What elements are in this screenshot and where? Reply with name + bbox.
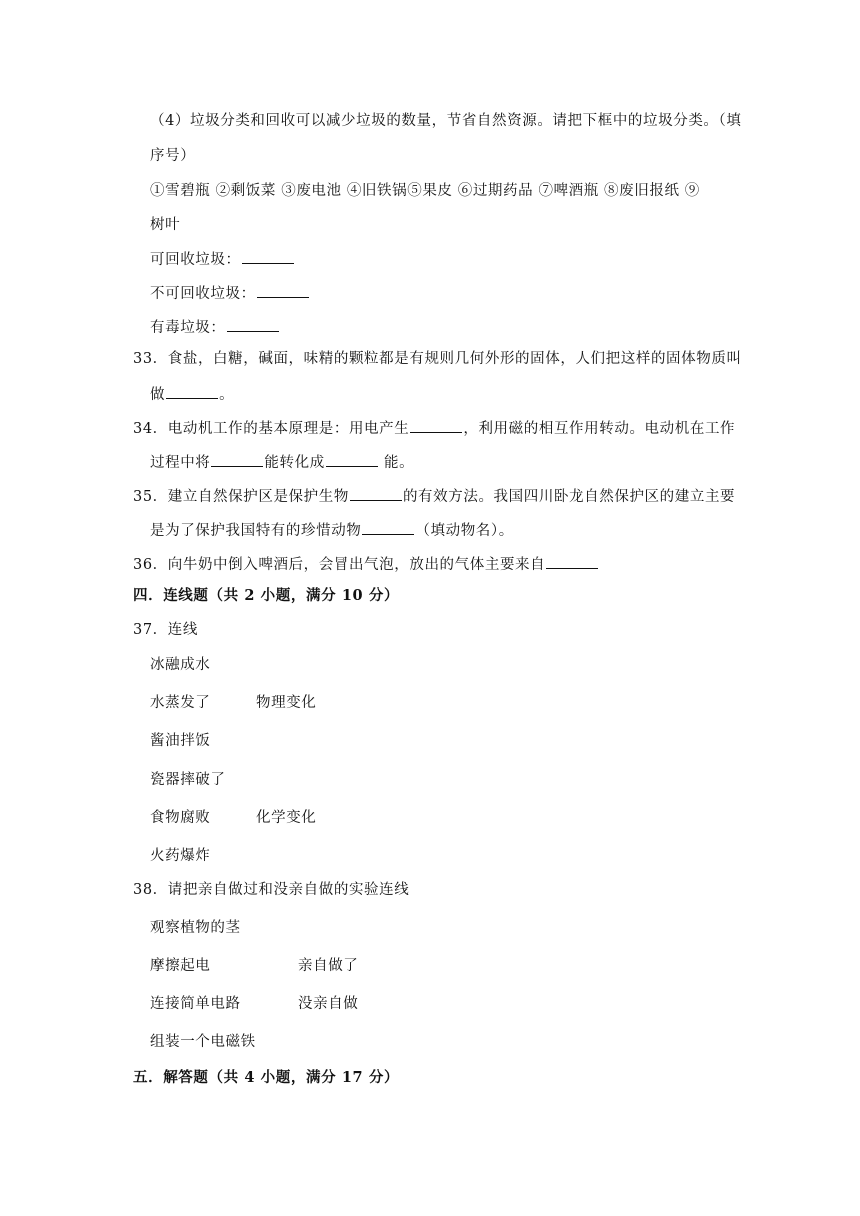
q35-answer-blank-2[interactable]: [362, 519, 414, 535]
q37-item-5[interactable]: 食物腐败: [150, 810, 211, 826]
q37-category-physical[interactable]: 物理变化: [256, 695, 317, 711]
q34-text-e: 能。: [378, 455, 415, 471]
section-5-heading: 五．解答题（共 4 小题，满分 17 分）: [133, 1069, 400, 1086]
q34-answer-blank-3[interactable]: [326, 451, 378, 467]
q36-answer-blank[interactable]: [546, 553, 598, 569]
q38-item-4[interactable]: 组装一个电磁铁: [150, 1034, 256, 1050]
recyclable-answer-blank[interactable]: [242, 248, 294, 264]
q37-row-5: [150, 808, 316, 828]
q34-text-d: 能转化成: [264, 455, 325, 471]
q38-row-2: [150, 956, 358, 976]
q37-item-6[interactable]: 火药爆炸: [150, 848, 211, 864]
q37-item-3[interactable]: 酱油拌饭: [150, 733, 211, 749]
q35-text-d: （填动物名）。: [415, 523, 514, 539]
q37-row-1: [150, 655, 210, 675]
q38-row-3: [150, 994, 358, 1014]
q4-items-line-2: 树叶: [150, 217, 181, 233]
q33-text-b: 。: [219, 387, 235, 403]
q38-item-1[interactable]: 观察植物的茎: [150, 920, 241, 936]
q38-category-not-done[interactable]: 没亲自做: [298, 996, 359, 1012]
q37-item-1[interactable]: 冰融成水: [150, 657, 211, 673]
q33-text-a: 做: [150, 387, 166, 403]
q38-item-2[interactable]: 摩擦起电: [150, 958, 211, 974]
q36-text: 36．向牛奶中倒入啤酒后，会冒出气泡，放出的气体主要来自: [133, 557, 546, 573]
q35-line-1: [133, 485, 735, 507]
q37-item-4[interactable]: 瓷器摔破了: [150, 772, 226, 788]
q34-line-2: [150, 451, 414, 473]
q34-text-c: 过程中将: [150, 455, 211, 471]
q34-line-1: [133, 417, 735, 439]
q38-title: 38．请把亲自做过和没亲自做的实验连线: [133, 882, 410, 898]
q33-line-1: 33．食盐，白糖，碱面，味精的颗粒都是有规则几何外形的固体，人们把这样的固体物质叫: [133, 351, 742, 367]
recyclable-label: 可回收垃圾：: [150, 252, 241, 268]
non-recyclable-answer-blank[interactable]: [257, 282, 309, 298]
q38-item-3[interactable]: 连接简单电路: [150, 996, 241, 1012]
q35-text-c: 是为了保护我国特有的珍惜动物: [150, 523, 362, 539]
q4-recyclable-row: [150, 248, 295, 270]
q37-item-2[interactable]: 水蒸发了: [150, 695, 211, 711]
non-recyclable-label: 不可回收垃圾：: [150, 286, 256, 302]
q4-line-1: （4）垃圾分类和回收可以减少垃圾的数量，节省自然资源。请把下框中的垃圾分类。（填: [150, 113, 742, 129]
q37-row-6: [150, 846, 210, 866]
q33-answer-blank[interactable]: [166, 383, 218, 399]
q35-answer-blank-1[interactable]: [350, 485, 402, 501]
q34-answer-blank-2[interactable]: [211, 451, 263, 467]
toxic-label: 有毒垃圾：: [150, 320, 226, 336]
q4-line-2: 序号）: [150, 148, 196, 164]
q38-category-done[interactable]: 亲自做了: [298, 958, 359, 974]
q4-toxic-row: [150, 316, 280, 338]
q34-text-b: ，利用磁的相互作用转动。电动机在工作: [463, 421, 736, 437]
q37-row-2: [150, 693, 316, 713]
q38-row-4: [150, 1032, 256, 1052]
q38-row-1: [150, 918, 241, 938]
q36-line-1: [133, 553, 599, 575]
q37-title: 37．连线: [133, 622, 198, 638]
q35-text-b: 的有效方法。我国四川卧龙自然保护区的建立主要: [402, 489, 736, 505]
q37-category-chemical[interactable]: 化学变化: [256, 810, 317, 826]
q4-non-recyclable-row: [150, 282, 310, 304]
q35-line-2: [150, 519, 514, 541]
q35-text-a: 35．建立自然保护区是保护生物: [133, 489, 349, 505]
section-4-heading: 四．连线题（共 2 小题，满分 10 分）: [133, 587, 400, 604]
q34-text-a: 34．电动机工作的基本原理是：用电产生: [133, 421, 410, 437]
q33-line-2: [150, 383, 234, 405]
q4-items-line-1: ①雪碧瓶 ②剩饭菜 ③废电池 ④旧铁锅⑤果皮 ⑥过期药品 ⑦啤酒瓶 ⑧废旧报纸 ⑨: [150, 183, 700, 199]
q37-row-3: [150, 731, 210, 751]
toxic-answer-blank[interactable]: [227, 316, 279, 332]
q37-row-4: [150, 770, 226, 790]
q34-answer-blank-1[interactable]: [410, 417, 462, 433]
